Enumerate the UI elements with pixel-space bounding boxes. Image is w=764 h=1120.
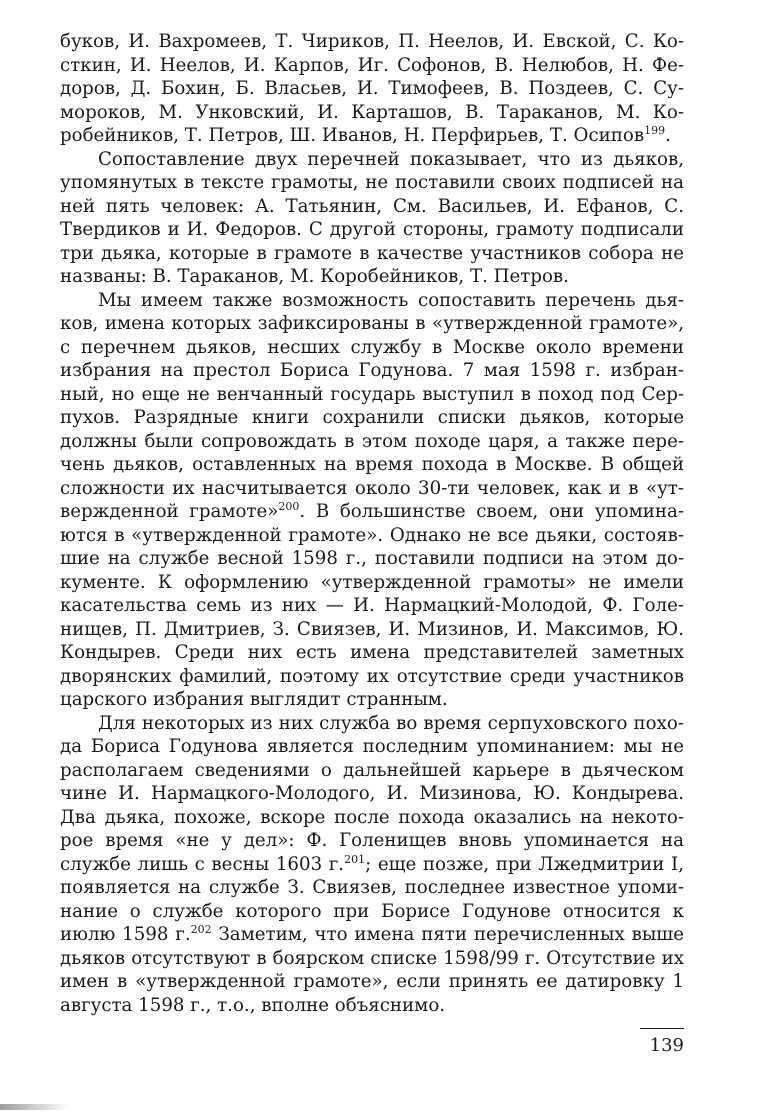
paragraph-text: Заметим, что имена пяти перечисленных выше дьяков отсутствуют в боярском списке 1598/99 г. Отсутствие их имен в «утвержденной грамоте», если принять ее датировку 1 августа 1598 г., т.о., вполне объяснимо. [60,924,684,1016]
footnote-ref-199[interactable]: 199 [644,123,666,137]
footnote-ref-201[interactable]: 201 [344,852,366,866]
paragraph-text: . [665,125,671,146]
paragraph-4 [60,712,684,1018]
page-number: 139 [640,1028,684,1056]
footnote-ref-202[interactable]: 202 [190,922,212,936]
paragraph-text: буков, И. Вахромеев, Т. Чириков, П. Неелов, И. Евской, С. Косткин, И. Неелов, И. Карпов, Иг. Софонов, В. Нелюбов, Н. Федоров, Д. Бохин, Б. Власьев, И. Тимофеев, В. Поздеев, С. Сумороков, М. Унковский, И. Карташов, В. Тараканов, М. Коробейников, Т. Петров, Ш. Иванов, Н. Перфирьев, Т. Осипов [60,31,684,146]
paragraph-text: Мы имеем также возможность сопоставить перечень дьяков, имена которых зафиксированы в «утвержденной грамоте», с перечнем дьяков, несших службу в Москве около времени избрания на престол Бориса Годунова. 7 мая 1598 г. избранный, но еще не венчанный государь выступил в поход под Серпухов. Разрядные книги сохранили списки дьяков, которые должны были сопровождать в этом походе царя, а также перечень дьяков, оставленных на время похода в Москве. В общей сложности их насчитывается около 30-ти человек, как и в «утвержденной грамоте» [60,289,684,522]
paragraph-text: Для некоторых из них служба во время серпуховского похода Бориса Годунова является последним упоминанием: мы не располагаем сведениями о дальнейшей карьере в дьяческом чине И. Нармацкого-Молодого, И. Мизинова, Ю. Кондырева. Два дьяка, похоже, вскоре после похода оказались на некоторое время «не у дел»: Ф. Голенищев вновь упоминается на службе лишь с весны 1603 г. [60,712,684,875]
paragraph-text: . В большинстве своем, они упоминаются в «утвержденной грамоте». Однако не все дьяки, состоявшие на службе весной 1598 г., поставили подписи на этом документе. К оформлению «утвержденной грамоты» не имели касательства семь из них — И. Нармацкий-Молодой, Ф. Голенищев, П. Дмитриев, З. Свиязев, И. Мизинов, И. Максимов, Ю. Кондырев. Среди них есть имена представителей заметных дворянских фамилий, поэтому их отсутствие среди участников царского избрания выглядит странным. [60,501,684,710]
footnote-ref-200[interactable]: 200 [278,499,300,513]
paragraph-text: Сопоставление двух перечней показывает, что из дьяков, упомянутых в тексте грамоты, не поставили своих подписей на ней пять человек: А. Татьянин, См. Васильев, И. Ефанов, С. Твердиков и И. Федоров. С другой стороны, грамоту подписали три дьяка, которые в грамоте в качестве участников собора не названы: В. Тараканов, М. Коробейников, Т. Петров. [60,148,684,287]
paragraph-1 [60,30,684,148]
paragraph-text: ; еще позже, при Лжедмитрии I, появляется на службе З. Свиязев, последнее известное упоминание о службе которого при Борисе Годунове относится к июлю 1598 г. [60,853,684,945]
paragraph-2 [60,148,684,289]
page-body [60,30,684,1017]
paragraph-3 [60,289,684,712]
scan-edge-shadow [0,1104,70,1110]
